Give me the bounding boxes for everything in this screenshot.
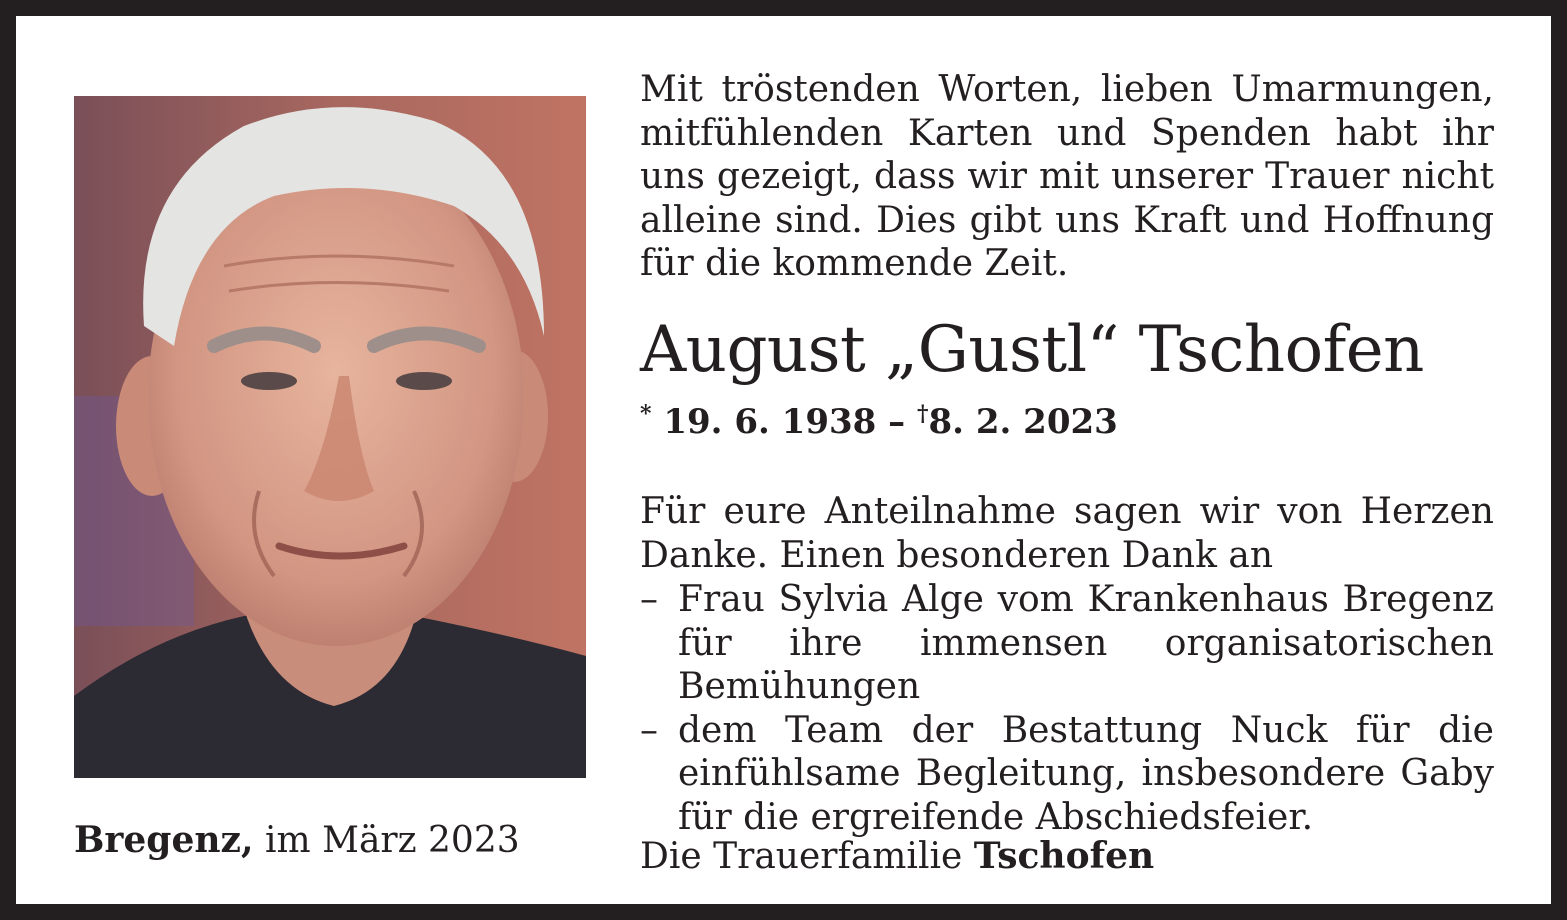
date-text: im März 2023 [264, 820, 520, 861]
date-separator: – [888, 402, 906, 442]
thanks-list [640, 578, 1494, 839]
list-dash: – [640, 709, 658, 751]
thanks-text: Für eure Anteilnahme sagen wir von Herzen Danke. Einen besonderen Dank an [640, 491, 1494, 576]
life-dates [640, 392, 1494, 444]
list-item-text: Frau Sylvia Alge vom Krankenhaus Bregenz für ihre immensen organisatorischen Bemühungen [678, 579, 1494, 707]
intro-text: Mit tröstenden Worten, lieben Umarmungen, mitfühlenden Karten und Spenden habt ihr uns gezeigt, dass wir mit unserer Trauer nicht alleine sind. Dies gibt uns Kraft und Hoffnung für die kommende Zeit. [640, 69, 1494, 284]
portrait-image [74, 96, 586, 778]
signature-prefix: Die Trauerfamilie [640, 836, 963, 877]
signature [640, 832, 1494, 881]
deceased-name: August „Gustl“ Tschofen [640, 313, 1424, 387]
birth-date: 19. 6. 1938 [663, 402, 877, 442]
list-dash: – [640, 579, 658, 620]
death-date: 8. 2. 2023 [928, 402, 1118, 442]
place: Bregenz, [74, 819, 254, 861]
portrait-photo [74, 96, 586, 778]
list-item [640, 578, 1494, 709]
list-item [640, 709, 1494, 840]
birth-symbol: * [640, 401, 652, 427]
list-item-text: dem Team der Bestattung Nuck für die einfühlsame Begleitung, insbesondere Gaby für die ergreifende Abschiedsfeier. [678, 709, 1494, 838]
place-and-date [74, 816, 520, 865]
signature-name: Tschofen [973, 835, 1155, 877]
death-symbol: † [917, 401, 929, 427]
